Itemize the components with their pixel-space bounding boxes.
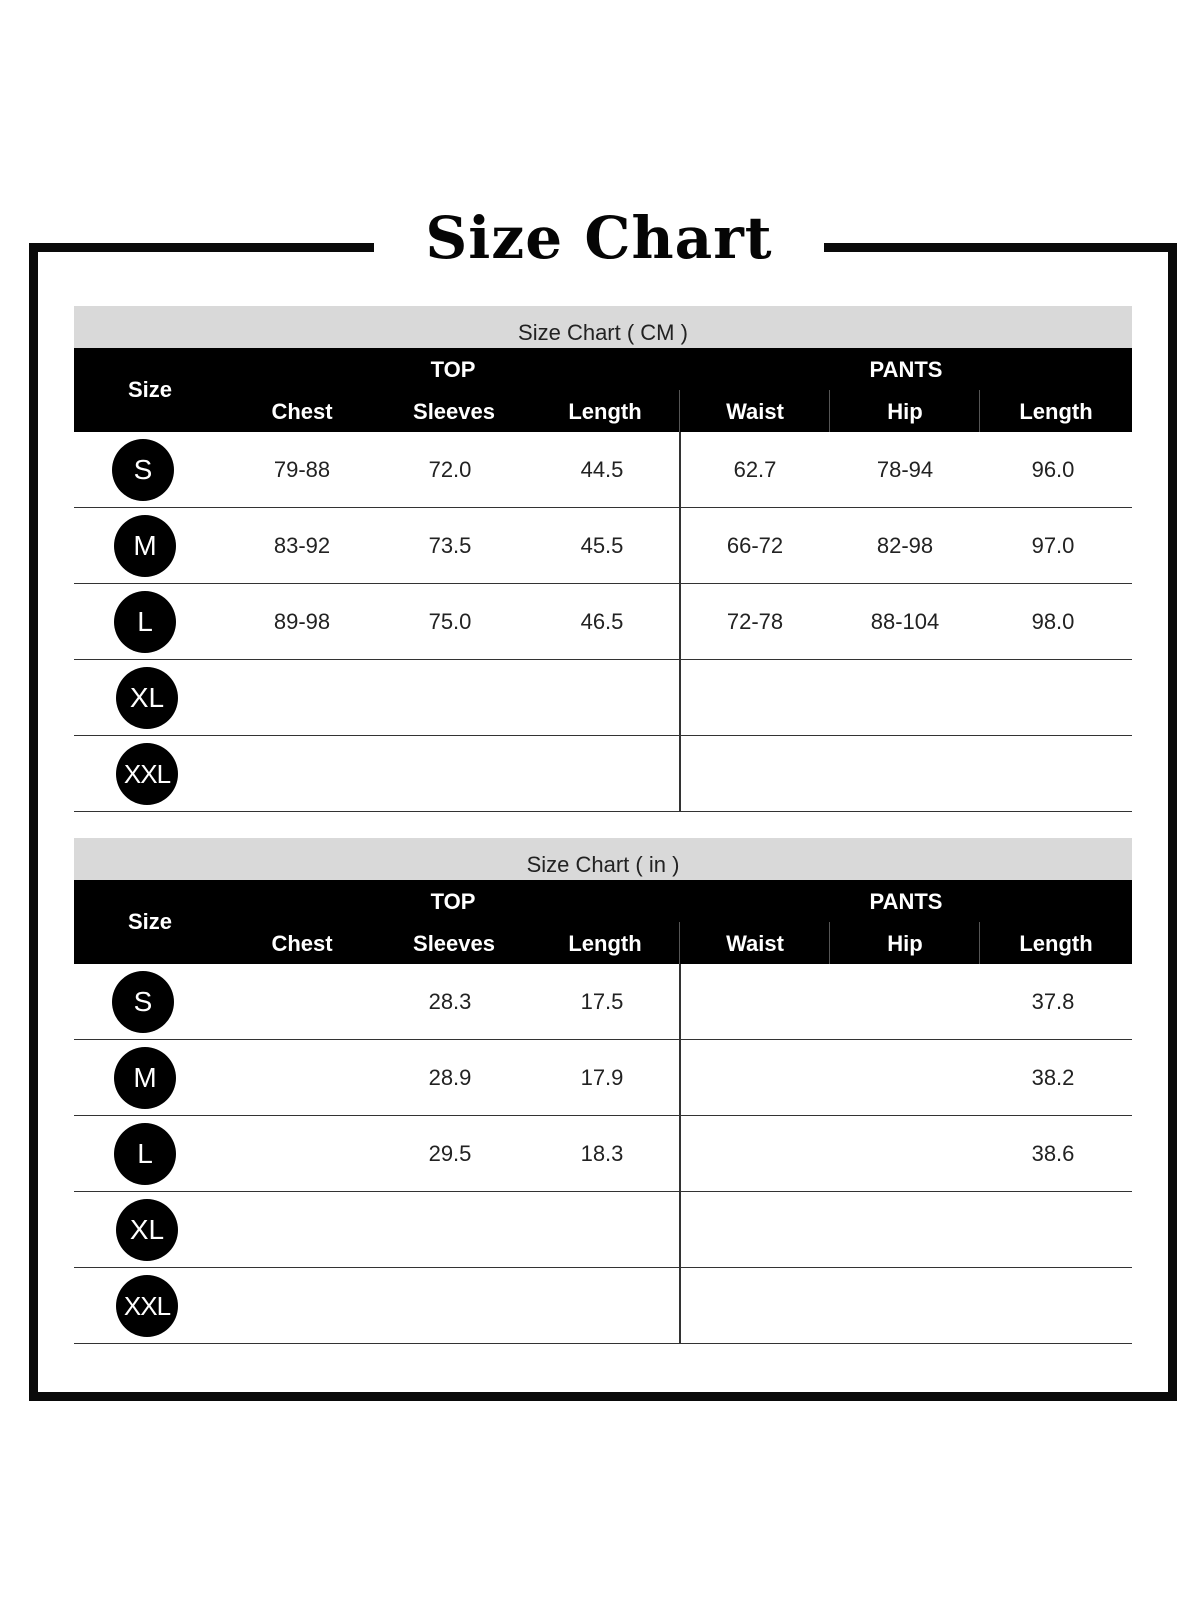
table-row (74, 1192, 1132, 1268)
table-row (74, 584, 1132, 660)
page-title: Size Chart (425, 204, 773, 272)
header-pants-length: Length (1019, 931, 1093, 956)
table-row (74, 432, 1132, 508)
table-row (74, 1040, 1132, 1116)
table-row (74, 964, 1132, 1040)
cell-hip (830, 1116, 980, 1192)
table-header (74, 348, 1132, 432)
size-badge: S (112, 971, 174, 1033)
table-caption: Size Chart ( CM ) (74, 306, 1132, 348)
cell-pants-length: 37.8 (1031, 989, 1075, 1014)
header-size: Size (127, 377, 173, 402)
cell-chest (226, 1040, 378, 1116)
cell-pants-length: 98.0 (1031, 609, 1075, 634)
header-top-length: Length (568, 399, 642, 424)
size-badge: M (114, 515, 176, 577)
cell-chest: 83-92 (273, 533, 331, 558)
cell-chest (226, 964, 378, 1040)
table-row (74, 1268, 1132, 1344)
cell-hip (830, 1040, 980, 1116)
header-top-length: Length (568, 931, 642, 956)
cell-chest: 89-98 (273, 609, 331, 634)
header-chest: Chest (271, 399, 333, 424)
size-badge: L (114, 1123, 176, 1185)
table-row (74, 508, 1132, 584)
cell-top-length: 17.5 (580, 989, 624, 1014)
table-row (74, 660, 1132, 736)
cell-top-length: 18.3 (580, 1141, 624, 1166)
table-row (74, 1116, 1132, 1192)
cell-waist: 62.7 (733, 457, 777, 482)
cell-waist: 72-78 (726, 609, 784, 634)
cell-waist (680, 1040, 830, 1116)
header-sleeves: Sleeves (413, 399, 495, 424)
cell-sleeves: 75.0 (428, 609, 472, 634)
cell-sleeves: 29.5 (428, 1141, 472, 1166)
size-badge: XL (116, 667, 178, 729)
cell-waist (680, 1116, 830, 1192)
cell-pants-length: 96.0 (1031, 457, 1075, 482)
size-badge: M (114, 1047, 176, 1109)
size-badge: XXL (116, 1275, 178, 1337)
table-row (74, 736, 1132, 812)
cell-hip (830, 964, 980, 1040)
cell-hip: 78-94 (876, 457, 934, 482)
header-pants: PANTS (869, 357, 943, 382)
cell-pants-length: 97.0 (1031, 533, 1075, 558)
size-badge: XXL (116, 743, 178, 805)
cell-pants-length: 38.6 (1031, 1141, 1075, 1166)
table-body (74, 432, 1132, 812)
cell-top-length: 46.5 (580, 609, 624, 634)
size-badge: XL (116, 1199, 178, 1261)
header-sleeves: Sleeves (413, 931, 495, 956)
table-caption: Size Chart ( in ) (74, 838, 1132, 880)
header-top: TOP (430, 357, 476, 382)
header-divider (979, 390, 980, 432)
table-header (74, 880, 1132, 964)
header-chest: Chest (271, 931, 333, 956)
header-hip: Hip (887, 399, 923, 424)
table-body (74, 964, 1132, 1344)
cell-sleeves: 28.9 (428, 1065, 472, 1090)
header-divider (829, 922, 830, 964)
cell-sleeves: 73.5 (428, 533, 472, 558)
header-top: TOP (430, 889, 476, 914)
cell-hip: 82-98 (876, 533, 934, 558)
header-pants-length: Length (1019, 399, 1093, 424)
header-hip: Hip (887, 931, 923, 956)
header-waist: Waist (726, 399, 784, 424)
size-table-cm (74, 306, 1132, 812)
cell-top-length: 17.9 (580, 1065, 624, 1090)
header-divider (829, 390, 830, 432)
size-badge: S (112, 439, 174, 501)
cell-top-length: 44.5 (580, 457, 624, 482)
cell-waist: 66-72 (726, 533, 784, 558)
cell-chest (226, 1116, 378, 1192)
size-badge: L (114, 591, 176, 653)
header-divider (679, 922, 680, 964)
cell-sleeves: 72.0 (428, 457, 472, 482)
header-pants: PANTS (869, 889, 943, 914)
header-divider (979, 922, 980, 964)
cell-pants-length: 38.2 (1031, 1065, 1075, 1090)
header-waist: Waist (726, 931, 784, 956)
cell-top-length: 45.5 (580, 533, 624, 558)
cell-hip: 88-104 (870, 609, 940, 634)
size-table-in (74, 838, 1132, 1344)
cell-sleeves: 28.3 (428, 989, 472, 1014)
header-divider (679, 390, 680, 432)
cell-chest: 79-88 (273, 457, 331, 482)
cell-waist (680, 964, 830, 1040)
header-size: Size (127, 909, 173, 934)
